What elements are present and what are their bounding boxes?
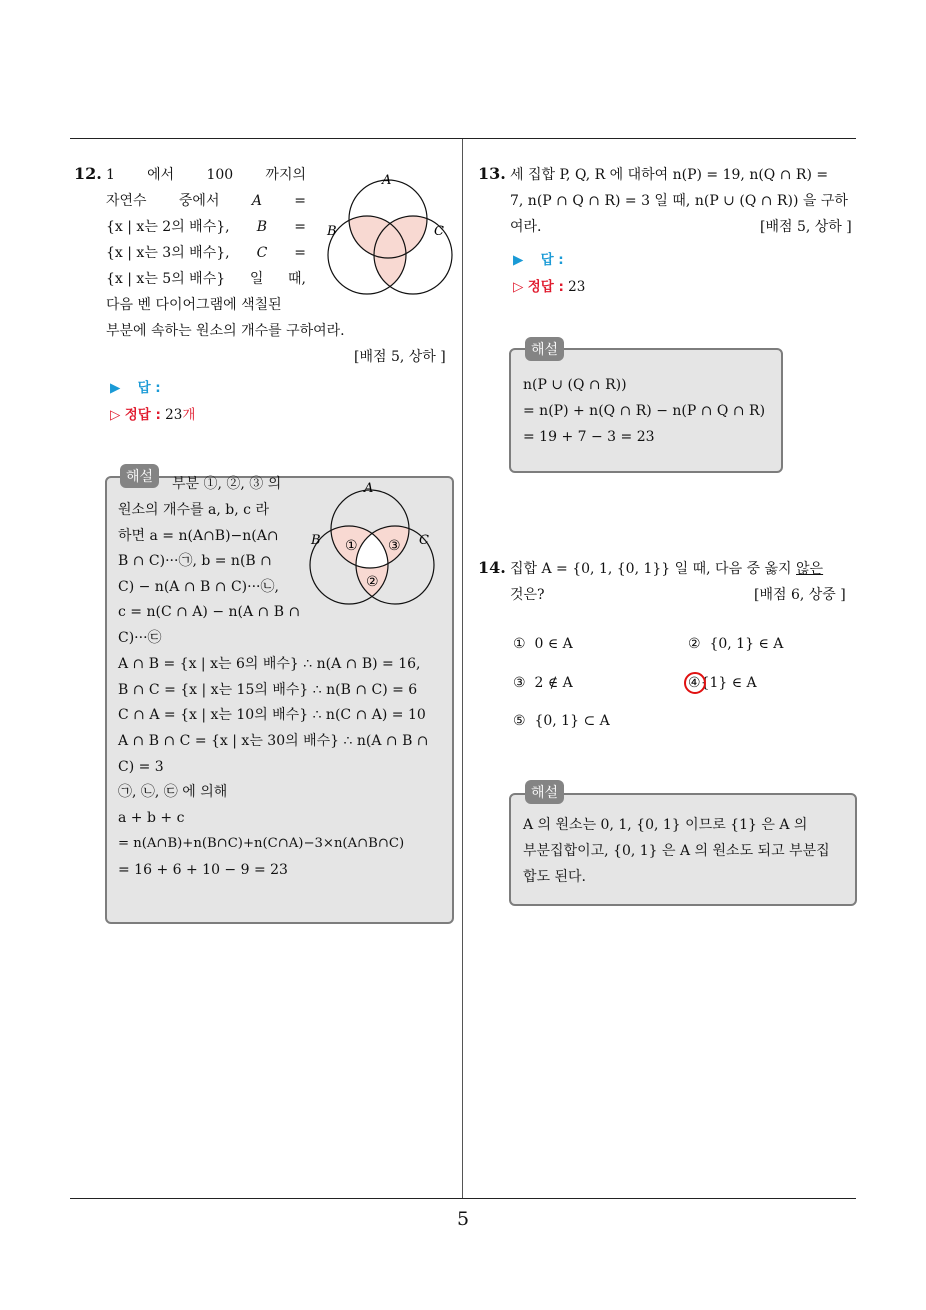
triangle-outline-icon: ▷ (110, 407, 121, 423)
q14-line-1: 집합 A = {0, 1, {0, 1}} 일 때, 다음 중 옳지 않은 (510, 561, 824, 577)
q14-option-4[interactable]: ④{1} ∈ A (688, 675, 757, 691)
q13-line-2: 7, n(P ∩ Q ∩ R) = 3 일 때, n(P ∪ (Q ∩ R)) 을 구하 (510, 193, 848, 209)
q12-sol-line: C) − n(A ∩ B ∩ C)···㉡, (118, 579, 279, 595)
q13-answer-line: ▶ 답 : (513, 252, 564, 268)
q12-line-6: 다음 벤 다이어그램에 색칠된 (106, 297, 282, 313)
play-icon: ▶ (513, 252, 524, 268)
q14-solution-tag: 해설 (525, 780, 564, 804)
q12-sol-line: = 16 + 6 + 10 − 9 = 23 (118, 862, 288, 878)
q12-correct-answer: ▷ 정답 : 23개 (110, 407, 196, 423)
q12-line-5: {x | x는 5의 배수} 일 때, (106, 271, 306, 287)
page-number: 5 (456, 1208, 470, 1230)
q12-line-1: 1 에서 100 까지의 (106, 167, 306, 183)
q12-line-7: 부분에 속하는 원소의 개수를 구하여라. (106, 323, 345, 339)
q13-line-3: 여라. (510, 219, 542, 235)
q12-sol-line: 하면 a = n(A∩B)−n(A∩ (118, 528, 279, 544)
selected-answer-circle (684, 672, 706, 694)
q12-sol-line: C ∩ A = {x | x는 10의 배수} ∴ n(C ∩ A) = 10 (118, 707, 426, 723)
svg-text:B: B (311, 533, 321, 548)
svg-text:A: A (364, 481, 374, 496)
q13-sol-line: n(P ∪ (Q ∩ R)) (523, 377, 627, 393)
q12-sol-line: C) = 3 (118, 759, 164, 775)
svg-text:②: ② (366, 574, 379, 590)
q14-option-2[interactable]: ② {0, 1} ∈ A (688, 636, 784, 652)
q13-points: [배점 5, 상하 ] (760, 219, 852, 235)
venn-label-b: B (327, 224, 337, 239)
q12-sol-line: A ∩ B ∩ C = {x | x는 30의 배수} ∴ n(A ∩ B ∩ (118, 733, 429, 749)
q14-option-1[interactable]: ① 0 ∈ A (513, 636, 573, 652)
q12-sol-line: a + b + c (118, 810, 185, 826)
q12-solution-tag: 해설 (120, 464, 159, 488)
q12-sol-line: B ∩ C = {x | x는 15의 배수} ∴ n(B ∩ C) = 6 (118, 682, 418, 698)
q14-points: [배점 6, 상중 ] (754, 587, 846, 603)
q12-line-3: {x | x는 2의 배수}, B = (106, 219, 306, 235)
q13-number: 13. (478, 164, 506, 183)
svg-text:C: C (419, 533, 429, 548)
q14-sol-line: A 의 원소는 0, 1, {0, 1} 이므로 {1} 은 A 의 (523, 817, 808, 833)
q12-answer-line: ▶ 답 : (110, 380, 161, 396)
q14-line-2: 것은? (510, 587, 545, 603)
q13-sol-line: = 19 + 7 − 3 = 23 (523, 429, 655, 445)
q12-sol-line: B ∩ C)···㉠, b = n(B ∩ (118, 553, 272, 569)
bottom-rule (70, 1198, 856, 1199)
q12-sol-line: ㉠, ㉡, ㉢ 에 의해 (118, 784, 228, 800)
q12-number: 12. (74, 164, 102, 183)
q12-sol-line: 부분 ①, ②, ③ 의 (172, 476, 282, 492)
play-icon: ▶ (110, 380, 121, 396)
q14-option-3[interactable]: ③ 2 ∉ A (513, 675, 573, 691)
q12-sol-line: A ∩ B = {x | x는 6의 배수} ∴ n(A ∩ B) = 16, (118, 656, 421, 672)
column-divider (462, 139, 463, 1198)
q14-sol-line: 합도 된다. (523, 869, 586, 885)
q12-line-4: {x | x는 3의 배수}, C = (106, 245, 306, 261)
q12-points: [배점 5, 상하 ] (354, 349, 446, 365)
triangle-outline-icon: ▷ (513, 279, 524, 295)
q13-correct-answer: ▷ 정답 : 23 (513, 279, 586, 295)
q12-solution-venn (300, 478, 442, 620)
q14-number: 14. (478, 558, 506, 577)
q12-sol-line: 원소의 개수를 a, b, c 라 (118, 502, 269, 518)
q13-line-1: 세 집합 P, Q, R 에 대하여 n(P) = 19, n(Q ∩ R) = (510, 167, 829, 183)
q12-sol-line: C)···㉢ (118, 630, 162, 646)
venn-label-a: A (382, 173, 392, 188)
q12-sol-line: = n(A∩B)+n(B∩C)+n(C∩A)−3×n(A∩B∩C) (118, 836, 405, 851)
svg-text:①: ① (345, 538, 358, 554)
venn-label-c: C (434, 224, 444, 239)
q14-sol-line: 부분집합이고, {0, 1} 은 A 의 원소도 되고 부분집 (523, 843, 830, 859)
q12-venn-diagram (318, 168, 460, 310)
q13-sol-line: = n(P) + n(Q ∩ R) − n(P ∩ Q ∩ R) (523, 403, 766, 419)
q14-option-5[interactable]: ⑤ {0, 1} ⊂ A (513, 713, 610, 729)
top-rule (70, 138, 856, 139)
q12-sol-line: c = n(C ∩ A) − n(A ∩ B ∩ (118, 604, 301, 620)
q13-solution-tag: 해설 (525, 337, 564, 361)
svg-text:③: ③ (388, 538, 401, 554)
q12-line-2: 자연수 중에서 A = (106, 193, 306, 209)
